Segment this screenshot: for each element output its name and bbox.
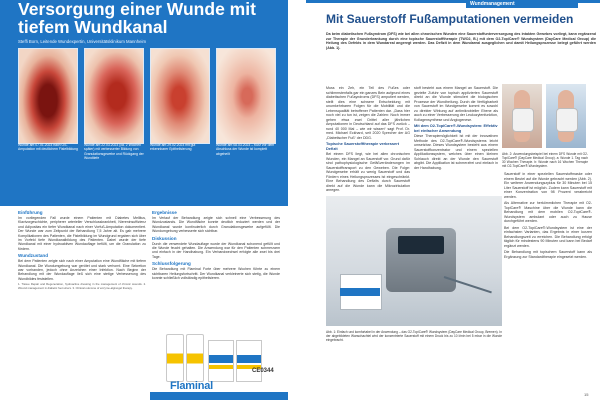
wound-photo-4: [216, 48, 276, 144]
foot-photo-after: [546, 84, 586, 152]
left-page: [0, 0, 288, 400]
body-paragraph: stoff besteht aus einem Mangel an Sauerstoff. Die gezielte Zufuhr von topisch applizierten Sauerstoff direkt an die Wunde stimuliert die biologischen Prozesse der Wundheilung. Durch die Verfügbarkeit von Sauerstoff im Wundgewebe kommt es sowohl zu direkter Wirkung auf antimikrobieller Ebene als auch zu einer Verbesserung der Leukozytenfunktion, Kollagensynthese und Angiogenese.: [414, 86, 498, 122]
section-heading: Wundzustand: [18, 253, 49, 259]
body-paragraph: Bei einem DFS liegt, wie bei allen chronischen Wunden, ein Mangel an Sauerstoff vor. Grund dafür sind pathophysiologische Gefäßveränderungen im Sauerstofftransport zu den Geweben. Die Folge: Wundgewebe erhält zu wenig Sauerstoff und das Fördern eines Heilungsprozesses ist eingeschränkt. Eine Behandlung des Defizits durch Sauerstoff direkt auf die Wunde kann die Mikrozirkulation anregen.: [326, 152, 410, 193]
body-paragraph: Die Behandlung mit topischem Sauerstoff kann als Ergänzung zur Standardtherapie eingesetzt werden.: [504, 250, 592, 259]
figure-2-caption: Abb. 2: Anwendungsbeispiel bei einem DFS Wunde mit O2-TopiCare® (DayCare Medical Group). a: Wunde 1. Tag nach 30 Wochen Therapie. b: Wunde nach 16 Wochen Therapie mit O2-TopiCare®-Wundsystem.: [502, 152, 588, 169]
right-text-column-1: [326, 86, 410, 195]
left-text-column-1: [18, 210, 146, 290]
right-article-title: Mit Sauerstoff Fußamputationen vermeiden: [326, 12, 574, 26]
figure-1-caption: Abb. 1: Einfach und komfortabel in der Anwendung – das O2-TopiCare® Wundsystem (DayCare Medical Group, Bremen). In der abgebildeten Wanschachtel wird der konzentrierte Sauerstoff mit einem Druck bis zu 10 l/min bei 5 mbar in die Wunde eingebracht.: [326, 330, 502, 343]
foot-photo-before: [502, 84, 542, 152]
body-paragraph: Durch die verwendete Wundauflage wurde der Wundkanal schonend gefüllt und die Wunde feucht gehalten. Die Anwendung war für den Patienten schmerzarm und einfach in der Handhabung. Ein Verbandwechsel erfolgte alle zwei bis drei Tage.: [152, 241, 280, 259]
left-article-title: [18, 0, 284, 36]
wound-photo-1: [18, 48, 78, 144]
wound-photo-1-caption: Wunde am 07.01.2023 nach OS-Amputation mit deutlichem Fistelbildung: [18, 143, 78, 152]
section-heading: Mit dem O2-TopiCare®-Wundsystem: Effektiv bei einfacher Anwendung: [414, 123, 498, 133]
body-paragraph: Diese Therapiemöglichkeit ist mit der innovativen Methode des O2-TopiCare®-Wundsystems leicht umsetzbar. Dieses Wundsystem besteht aus einem Sauerstoffkonzentrator und einem speziellen Applikationssystem, welches über einen kleinen Schlauch direkt an der Wunde den Sauerstoff abgibt. Die Applikation ist schmerzfrei und einfach in der Handhabung.: [414, 134, 498, 170]
section-heading: Schlussfolgerung: [152, 261, 191, 267]
body-paragraph: Die Behandlung mit Flaminal Forte über mehrere Wochen führte zu einem sichtbaren Heilungsfortschritt. Der Wundkanal verkleinerte sich stetig, die Wunde konnte schließlich vollständig epithelisieren.: [152, 267, 280, 281]
product-tube: [186, 334, 204, 382]
page-number: 15: [584, 392, 589, 397]
article-lead: Da beim diabetischen Fußsyndrom (DFS) wie bei allen chronischen Wunden eine Sauerstoffunterversorgung des intakten Gewebes vorliegt, kann ergänzend zur Therapie der Grunderkrankung durch eine topische Sauerstofftherapie (TWO2, B.) mit dem O2-TopiCare® Wundsystem (DayCare Medical Group) die Heilung des Defekts in dem Wundareal angeregt werden. Das Defizit in dem Wundareal ausgeglichen und damit Heilungsprozesse belegt geführt werden (Abb. 1).: [326, 32, 596, 50]
right-page: [306, 0, 600, 400]
ce-mark: CE0344: [252, 368, 274, 374]
section-heading: Einführung: [18, 210, 43, 215]
left-header-panel: [0, 0, 288, 206]
product-tube: [166, 334, 184, 382]
photo-label: Nachher: [548, 148, 562, 152]
left-article-author: Steffi Born, Leitende Wundexpertin, Universitätsklinikum Mannheim: [18, 39, 147, 44]
right-text-column-3: [504, 172, 592, 261]
references: 1. Tissue Repair and Regeneration, hydroactive dressing in the management of chronic wounds. 2. Wound management in diabetic foot ulcers. 3. Clinical outcome of enzyme-alginogel therapy.: [18, 282, 146, 290]
left-title-line-1: Versorgung einer Wunde mit: [18, 0, 256, 19]
product-package: [208, 340, 234, 382]
left-text-column-2: [152, 210, 280, 282]
section-heading: Ergebnisse: [152, 210, 177, 215]
body-paragraph: Muss ein Zeh, ein Teil des Fußes oder schlimmstenfalls gar ein ganzes Bein aufgrund eines diabetischen Fußsyndroms (DFS) amputiert werden, stellt dies eine schwere Entscheidung mit unumkehrbaren Folgen für die Mobilität und die Lebensqualität betroffener Patienten dar. „Dass hier noch viel zu tun ist, zeigen die Zahlen: Noch immer gehen etwa zwei Drittel aller jährlichen Amputationen in Deutschland auf das DFS zurück – rund 40 000 Mal – wie wir wissen“ sagt Prof. Dr. med. Michael Eckhard, seit 2020 Sprecher der AG „Diabetischer Fuß“ der DDG.: [326, 86, 410, 140]
wound-photo-3-caption: Wunde am 29.02.2023 mit gut erkennbarer Epithelisierung: [150, 143, 196, 152]
wound-photo-2-caption: Wunde am 22.03.2023 (ca. 2 Wochen später) mit verbesserter Bildung von Granulationsgewebe und Rückgang der Wundtiefe: [84, 143, 144, 161]
product-package: [236, 340, 262, 382]
body-paragraph: Als Alternative zur herkömmlichen Therapie mit O2-TopiCare® Maschine über die Wunde kann die Behandlung mit dem mobilen O2-TopiCare®-Wundsystem ambulant oder auch zu Hause durchgeführt werden.: [504, 201, 592, 223]
section-rubric-label: Wundmanagement: [470, 0, 515, 7]
section-heading: Topische Sauerstofftherapie verbessert Defizit: [326, 141, 400, 151]
body-paragraph: Bei dem O2-TopiCare®-Wundsystem ist eine der einfachsten Varianten, das Ergebnis in einer kurzen Behandlungszeit zu erreichen. Die Behandlung erfolgt täglich für mindestens 90 Minuten und kann bei Bedarf ergänzt werden.: [504, 225, 592, 248]
body-paragraph: Sauerstoff in einer speziellen Sauerstoffmaske oder einem Beutel auf die Wunde gebracht werden (Abb. 2). Ein weiterer Anwendungszyklus für 30 Minuten bei 15 Liter Sauerstoff ist möglich. Zudem kann Sauerstoff mit einer Konzentration von 98 Prozent verabreicht werden.: [504, 172, 592, 199]
footer-color-band: [150, 392, 288, 400]
left-title-line-2: tiefem Wundkanal: [18, 17, 168, 37]
wound-photo-4-caption: Wunde am 08.03.2023 – Kurz vor dem Abschluss der Wunde ist komplett abgeheilt: [216, 143, 275, 156]
wound-photo-3: [150, 48, 210, 144]
body-paragraph: Bei dem Patienten zeigte sich nach einer Amputation eine Wundfläche mit tiefem Wundkanal. Die Wundumgebung war gerötet und stark verhornt. Eine Sekretion war vorhanden, jedoch ohne Anzeichen einer Infektion. Nach Beginn der Behandlung mit der Wundauflage ließ sich eine stetige Verbesserung des Wundbildes feststellen.: [18, 259, 146, 281]
photo-label: Vorher: [504, 148, 515, 152]
body-paragraph: Im Verlauf der Behandlung zeigte sich schnell eine Verbesserung des Wundzustands. Die Wundfläche konnte deutlich reduziert werden und der Wundkanal wurde kontinuierlich durch Granulationsgewebe aufgefüllt. Die Wundumgebung verbesserte sich sichtbar.: [152, 216, 280, 234]
section-heading: Diskussion: [152, 235, 177, 241]
o2-topicare-device-photo: [326, 196, 502, 326]
product-advert: [160, 330, 280, 396]
body-paragraph: Im vorliegenden Fall wurde einem Patienten mit Diabetes Mellitus, Klavivorgeschichte, peripherer arterieller Verschlusskrankheit, Niereninsuffizienz und Adipositas ein tiefer Wundkanal nach einer Vorfuß-Amputation dokumentiert. Der Wunde war zum Zeitpunkt der Behandlung 7,5 Jahre alt. Es gab mehrere Komplikationen des Patienten, die Fistelbildung im Wundgrund ergaben sich über im Vorfeld tiefe Wundkanalbildung des Patienten. Dabei wurde der tiefe Wundkanal mit einer hydroaktiven Wundauflage befüllt, um die Granulation zu fördern.: [18, 216, 146, 251]
flaminal-logo: Flaminal: [170, 380, 214, 392]
right-text-column-2: [414, 86, 498, 172]
wound-photo-2: [84, 48, 144, 144]
